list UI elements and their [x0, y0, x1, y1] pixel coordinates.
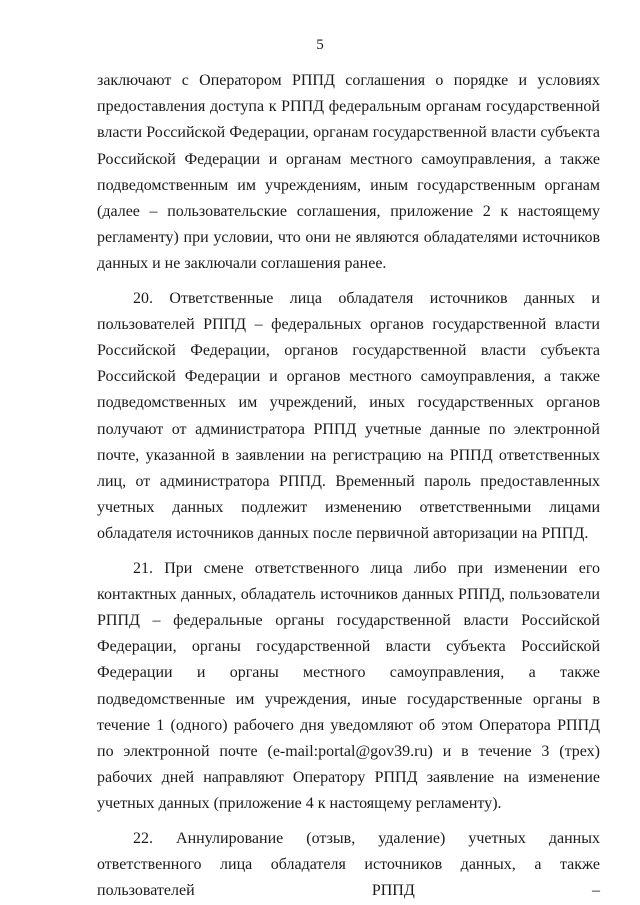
- paragraph-item-21: 21. При смене ответственного лица либо при изменении его контактных данных, обладатель источников данных РППД, пользователи РППД – федеральные органы государственной власти Российской Федерации, органы государственной власти субъекта Российской Федерации и органы местного самоуправления, а также подведомственные им учреждения, иные государственные органы в течение 1 (одного) рабочего дня уведомляют об этом Оператора РППД по электронной почте (e-mail:portal@gov39.ru) и в течение 3 (трех) рабочих дней направляют Оператору РППД заявление на изменение учетных данных (приложение 4 к настоящему регламенту).: [97, 559, 600, 813]
- paragraph-item-20: 20. Ответственные лица обладателя источников данных и пользователей РППД – федеральных органов государственной власти Российской Федерации, органов государственной власти субъекта Российской Федерации и органов местного самоуправления, а также подведомственных им учреждений, иных государственных органов получают от администратора РППД учетные данные по электронной почте, указанной в заявлении на регистрацию на РППД ответственных лиц, от администратора РППД. Временный пароль предоставленных учетных данных подлежит изменению ответственными лицами обладателя источников данных после первичной авторизации на РППД.: [97, 289, 600, 543]
- page-number: 5: [316, 37, 324, 53]
- paragraph-item-22: 22. Аннулирование (отзыв, удаление) учетных данных ответственного лица обладателя источников данных, а также пользователей РППД –: [97, 829, 600, 900]
- paragraph-continuation: заключают с Оператором РППД соглашения о порядке и условиях предоставления доступа к РППД федеральным органам государственной власти Российской Федерации, органам государственной власти субъекта Российской Федерации и органам местного самоуправления, а также подведомственным им учреждениям, иным государственным органам (далее – пользовательские соглашения, приложение 2 к настоящему регламенту) при условии, что они не являются обладателями источников данных и не заключали соглашения ранее.: [97, 72, 600, 273]
- document-body: [97, 68, 600, 904]
